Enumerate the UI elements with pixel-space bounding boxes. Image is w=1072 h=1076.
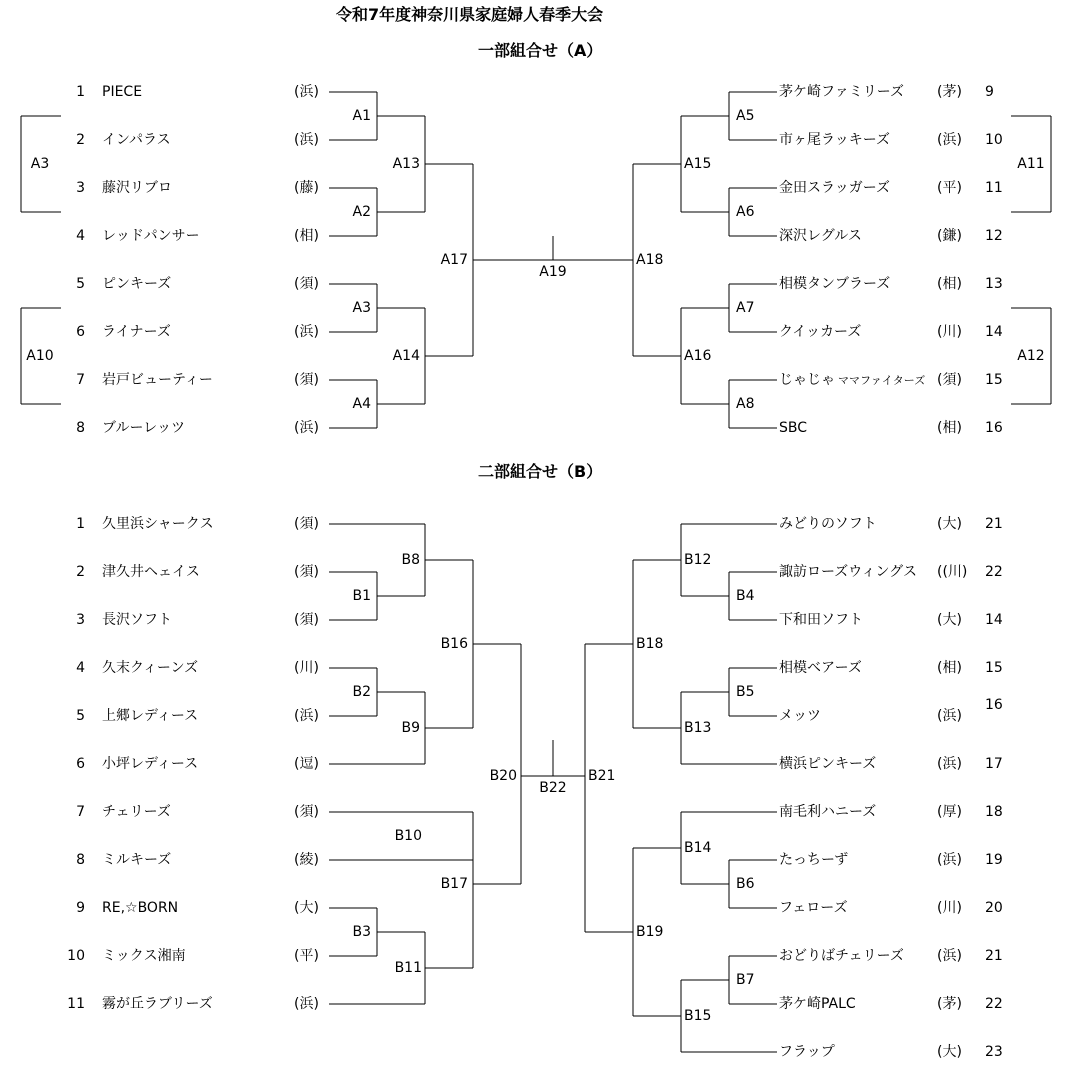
side-box-label: A10 xyxy=(26,348,54,364)
team-name-suffix: ママファイターズ xyxy=(838,374,926,387)
team-number: 8 xyxy=(76,420,85,436)
team-name: みどりのソフト xyxy=(779,516,877,532)
team-region: (須) xyxy=(294,564,319,580)
team-region: (綾) xyxy=(294,852,319,868)
team-number: 23 xyxy=(985,1044,1003,1060)
team-number: 10 xyxy=(67,948,85,964)
team-number: 21 xyxy=(985,948,1003,964)
team-number: 17 xyxy=(985,756,1003,772)
match-label: A16 xyxy=(684,348,712,364)
team-number: 9 xyxy=(76,900,85,916)
side-box-label: A3 xyxy=(30,156,50,172)
team-region: (浜) xyxy=(937,948,962,964)
team-name: インパラス xyxy=(102,132,171,148)
team-region: (大) xyxy=(937,1044,962,1060)
team-number: 5 xyxy=(76,276,85,292)
team-name: 下和田ソフト xyxy=(779,612,863,628)
team-region: (茅) xyxy=(937,996,962,1012)
team-number: 13 xyxy=(985,276,1003,292)
section-a-heading: 一部組合せ（A） xyxy=(478,41,603,60)
team-region: (浜) xyxy=(294,996,319,1012)
team-name: 茅ケ崎ファミリーズ xyxy=(779,84,905,100)
team-name: ライナーズ xyxy=(102,324,171,340)
team-region: (須) xyxy=(937,372,962,388)
team-name: ピンキーズ xyxy=(102,276,172,292)
team-name: メッツ xyxy=(779,708,821,724)
team-number: 10 xyxy=(985,132,1003,148)
team-region: (厚) xyxy=(937,804,962,820)
team-name: 上郷レディース xyxy=(102,708,199,724)
team-region: (須) xyxy=(294,516,319,532)
team-region: (鎌) xyxy=(937,228,962,244)
team-name: 岩戸ビューティー xyxy=(102,372,213,388)
team-name: 藤沢リブロ xyxy=(102,180,172,196)
match-label: A6 xyxy=(736,204,755,220)
team-region: (大) xyxy=(937,612,962,628)
team-name: ミックス湘南 xyxy=(102,948,186,964)
team-number: 18 xyxy=(985,804,1003,820)
match-label: A18 xyxy=(636,252,664,268)
team-region: (浜) xyxy=(937,708,962,724)
team-name: RE,☆BORN xyxy=(102,900,179,916)
team-region: (浜) xyxy=(294,420,319,436)
team-name: ミルキーズ xyxy=(102,852,172,868)
team-region: (須) xyxy=(294,276,319,292)
match-label: B22 xyxy=(539,780,567,796)
team-region: (逗) xyxy=(294,756,319,772)
team-region: (須) xyxy=(294,612,319,628)
team-region: (平) xyxy=(294,948,319,964)
team-number: 11 xyxy=(985,180,1003,196)
team-number: 16 xyxy=(985,697,1003,713)
team-region: (浜) xyxy=(937,756,962,772)
side-box-label: A12 xyxy=(1017,348,1045,364)
team-name: 津久井ヘェイス xyxy=(102,564,200,580)
team-name: たっちーず xyxy=(779,852,849,868)
match-label: A19 xyxy=(539,264,567,280)
match-label: A2 xyxy=(352,204,371,220)
match-label: A13 xyxy=(392,156,420,172)
team-region: (浜) xyxy=(937,852,962,868)
team-number: 7 xyxy=(76,372,85,388)
team-name: SBC xyxy=(779,420,808,436)
team-number: 16 xyxy=(985,420,1003,436)
match-label: B16 xyxy=(440,636,468,652)
match-label: B12 xyxy=(684,552,712,568)
team-number: 2 xyxy=(76,132,85,148)
team-number: 15 xyxy=(985,660,1003,676)
match-label: B2 xyxy=(352,684,371,700)
team-number: 14 xyxy=(985,324,1003,340)
team-number: 4 xyxy=(76,660,85,676)
team-name: 諏訪ローズウィングス xyxy=(779,564,918,580)
team-number: 7 xyxy=(76,804,85,820)
team-number: 1 xyxy=(76,516,85,532)
match-label: B8 xyxy=(401,552,420,568)
match-label: A7 xyxy=(736,300,755,316)
match-label: A8 xyxy=(736,396,755,412)
match-label: B17 xyxy=(440,876,468,892)
team-region: (須) xyxy=(294,372,319,388)
team-region: (相) xyxy=(937,660,962,676)
match-label: A17 xyxy=(440,252,468,268)
team-number: 3 xyxy=(76,612,85,628)
match-label: A4 xyxy=(352,396,371,412)
team-name: 深沢レグルス xyxy=(779,228,862,244)
team-name: 霧が丘ラブリーズ xyxy=(102,996,213,1012)
match-label: B14 xyxy=(684,840,712,856)
match-label: B3 xyxy=(352,924,371,940)
team-region: (相) xyxy=(937,276,962,292)
match-label: B7 xyxy=(736,972,755,988)
team-number: 2 xyxy=(76,564,85,580)
team-name: じゃじゃ ママファイターズ xyxy=(779,372,926,388)
team-name: 久里浜シャークス xyxy=(102,516,214,532)
match-label: B4 xyxy=(736,588,755,604)
match-label: B11 xyxy=(394,960,422,976)
match-label: B10 xyxy=(394,828,422,844)
team-region: (茅) xyxy=(937,84,962,100)
team-region: (相) xyxy=(937,420,962,436)
team-number: 6 xyxy=(76,324,85,340)
team-name: 相模ベアーズ xyxy=(779,660,862,676)
match-label: B9 xyxy=(401,720,420,736)
team-region: (川) xyxy=(937,324,962,340)
team-name: レッドパンサー xyxy=(102,228,200,244)
team-number: 3 xyxy=(76,180,85,196)
team-name: ブルーレッツ xyxy=(102,420,186,436)
team-name: チェリーズ xyxy=(102,804,171,820)
team-region: (浜) xyxy=(937,132,962,148)
match-label: B18 xyxy=(636,636,664,652)
team-number: 21 xyxy=(985,516,1003,532)
team-name: フェローズ xyxy=(779,900,848,916)
team-number: 9 xyxy=(985,84,994,100)
match-label: B1 xyxy=(352,588,371,604)
page-title: 令和7年度神奈川県家庭婦人春季大会 xyxy=(336,5,604,24)
team-region: (浜) xyxy=(294,132,319,148)
team-number: 20 xyxy=(985,900,1003,916)
team-region: (大) xyxy=(294,900,319,916)
match-label: A5 xyxy=(736,108,755,124)
team-name: クイッカーズ xyxy=(779,324,862,340)
team-number: 12 xyxy=(985,228,1003,244)
team-number: 14 xyxy=(985,612,1003,628)
team-name: 茅ケ崎PALC xyxy=(779,996,856,1012)
team-name: 横浜ピンキーズ xyxy=(779,756,877,772)
section-b-heading: 二部組合せ（B） xyxy=(478,462,603,481)
team-number: 5 xyxy=(76,708,85,724)
match-label: B6 xyxy=(736,876,755,892)
team-name: フラップ xyxy=(779,1044,835,1060)
team-region: (相) xyxy=(294,228,319,244)
team-name: 小坪レディース xyxy=(102,756,199,772)
team-number: 4 xyxy=(76,228,85,244)
team-number: 15 xyxy=(985,372,1003,388)
match-label: B5 xyxy=(736,684,755,700)
match-label: B13 xyxy=(684,720,712,736)
match-label: B20 xyxy=(489,768,517,784)
team-region: (浜) xyxy=(294,708,319,724)
match-label: B19 xyxy=(636,924,664,940)
team-number: 6 xyxy=(76,756,85,772)
team-region: ((川) xyxy=(937,564,968,580)
team-number: 22 xyxy=(985,996,1003,1012)
team-number: 11 xyxy=(67,996,85,1012)
team-region: (川) xyxy=(937,900,962,916)
match-label: B15 xyxy=(684,1008,712,1024)
match-label: A3 xyxy=(352,300,371,316)
team-name: 相模タンブラーズ xyxy=(779,276,891,292)
team-name: 南毛利ハニーズ xyxy=(779,804,877,820)
team-name: 金田スラッガーズ xyxy=(779,180,891,196)
team-region: (藤) xyxy=(294,180,319,196)
match-label: A14 xyxy=(392,348,420,364)
team-region: (須) xyxy=(294,804,319,820)
match-label: A15 xyxy=(684,156,712,172)
side-box-label: A11 xyxy=(1017,156,1045,172)
team-region: (大) xyxy=(937,516,962,532)
team-region: (平) xyxy=(937,180,962,196)
team-name: PIECE xyxy=(102,84,143,100)
match-label: A1 xyxy=(352,108,371,124)
team-name: おどりばチェリーズ xyxy=(779,948,904,964)
match-label: B21 xyxy=(588,768,616,784)
team-name: 長沢ソフト xyxy=(102,612,172,628)
team-region: (川) xyxy=(294,660,319,676)
team-number: 1 xyxy=(76,84,85,100)
team-number: 19 xyxy=(985,852,1003,868)
team-number: 8 xyxy=(76,852,85,868)
team-name: 市ヶ尾ラッキーズ xyxy=(779,132,891,148)
team-region: (浜) xyxy=(294,324,319,340)
team-name: 久末クィーンズ xyxy=(102,660,199,676)
team-number: 22 xyxy=(985,564,1003,580)
team-region: (浜) xyxy=(294,84,319,100)
